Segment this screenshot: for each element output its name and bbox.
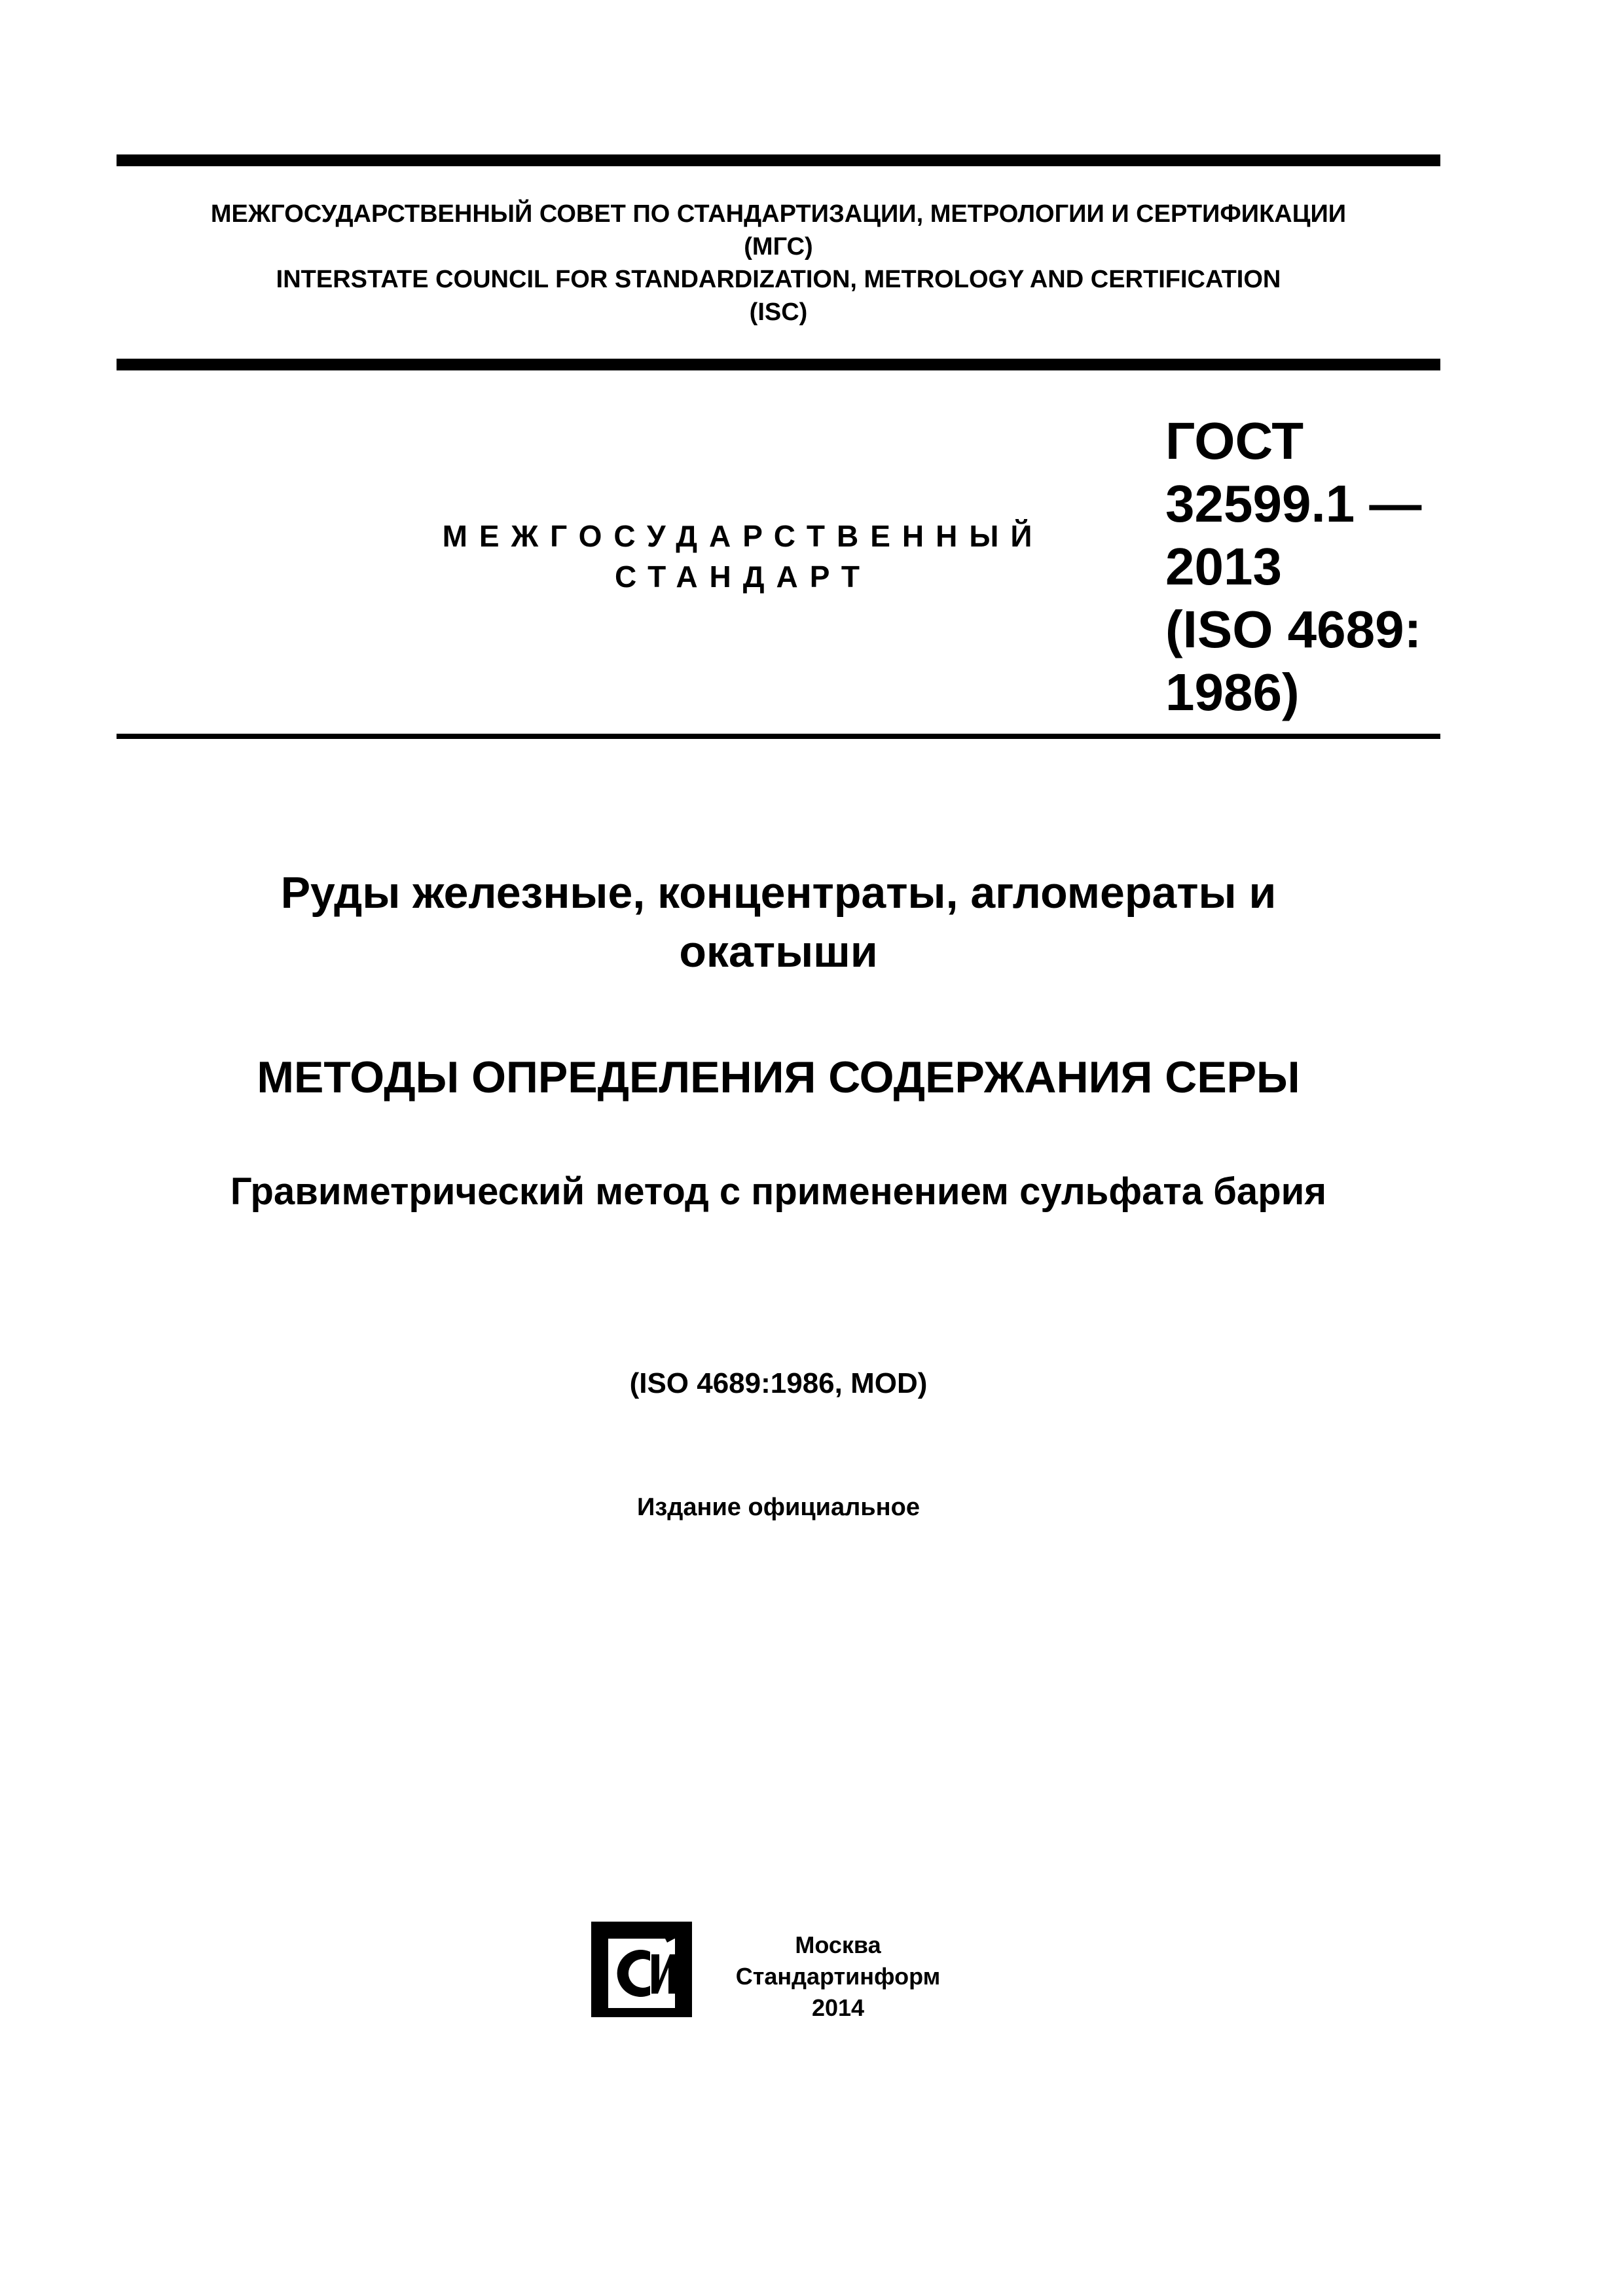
council-header [117, 198, 1440, 329]
gost-year: 2013 [1165, 537, 1282, 596]
standard-type-line1: МЕЖГОСУДАРСТВЕННЫЙ [442, 519, 1044, 553]
council-abbr-en: (ISC) [749, 298, 808, 326]
gost-number: 32599.1 — [1165, 475, 1422, 533]
standard-type [367, 516, 1120, 597]
lower-rule [117, 734, 1440, 739]
council-abbr-ru: (МГС) [744, 233, 813, 260]
middle-rule [117, 359, 1440, 370]
document-title-line2: окатыши [679, 927, 878, 977]
publisher-year: 2014 [811, 1994, 865, 2021]
publisher-block [707, 1929, 969, 2024]
document-title-line1: Руды железные, концентраты, агломераты и [280, 868, 1277, 918]
iso-reference: (ISO 4689:1986, MOD) [629, 1367, 928, 1399]
gost-iso-line2: 1986) [1165, 663, 1300, 721]
publisher-city: Москва [795, 1931, 881, 1958]
document-methods-title: МЕТОДЫ ОПРЕДЕЛЕНИЯ СОДЕРЖАНИЯ СЕРЫ [257, 1052, 1300, 1102]
gost-label: ГОСТ [1165, 412, 1304, 470]
edition-label: Издание официальное [637, 1494, 920, 1521]
council-name-en: INTERSTATE COUNCIL FOR STANDARDIZATION, METROLOGY AND CERTIFICATION [276, 266, 1281, 293]
publisher-name: Стандартинформ [735, 1963, 941, 1990]
document-subtitle: Гравиметрический метод с применением сульфата бария [230, 1170, 1327, 1213]
gost-iso-line1: (ISO 4689: [1165, 600, 1422, 658]
gost-designation [1165, 410, 1421, 724]
standartinform-logo-icon [586, 1918, 697, 2029]
standard-type-line2: СТАНДАРТ [615, 560, 871, 594]
council-name-ru: МЕЖГОСУДАРСТВЕННЫЙ СОВЕТ ПО СТАНДАРТИЗАЦИИ, МЕТРОЛОГИИ И СЕРТИФИКАЦИИ [210, 200, 1347, 228]
top-rule [117, 154, 1440, 166]
